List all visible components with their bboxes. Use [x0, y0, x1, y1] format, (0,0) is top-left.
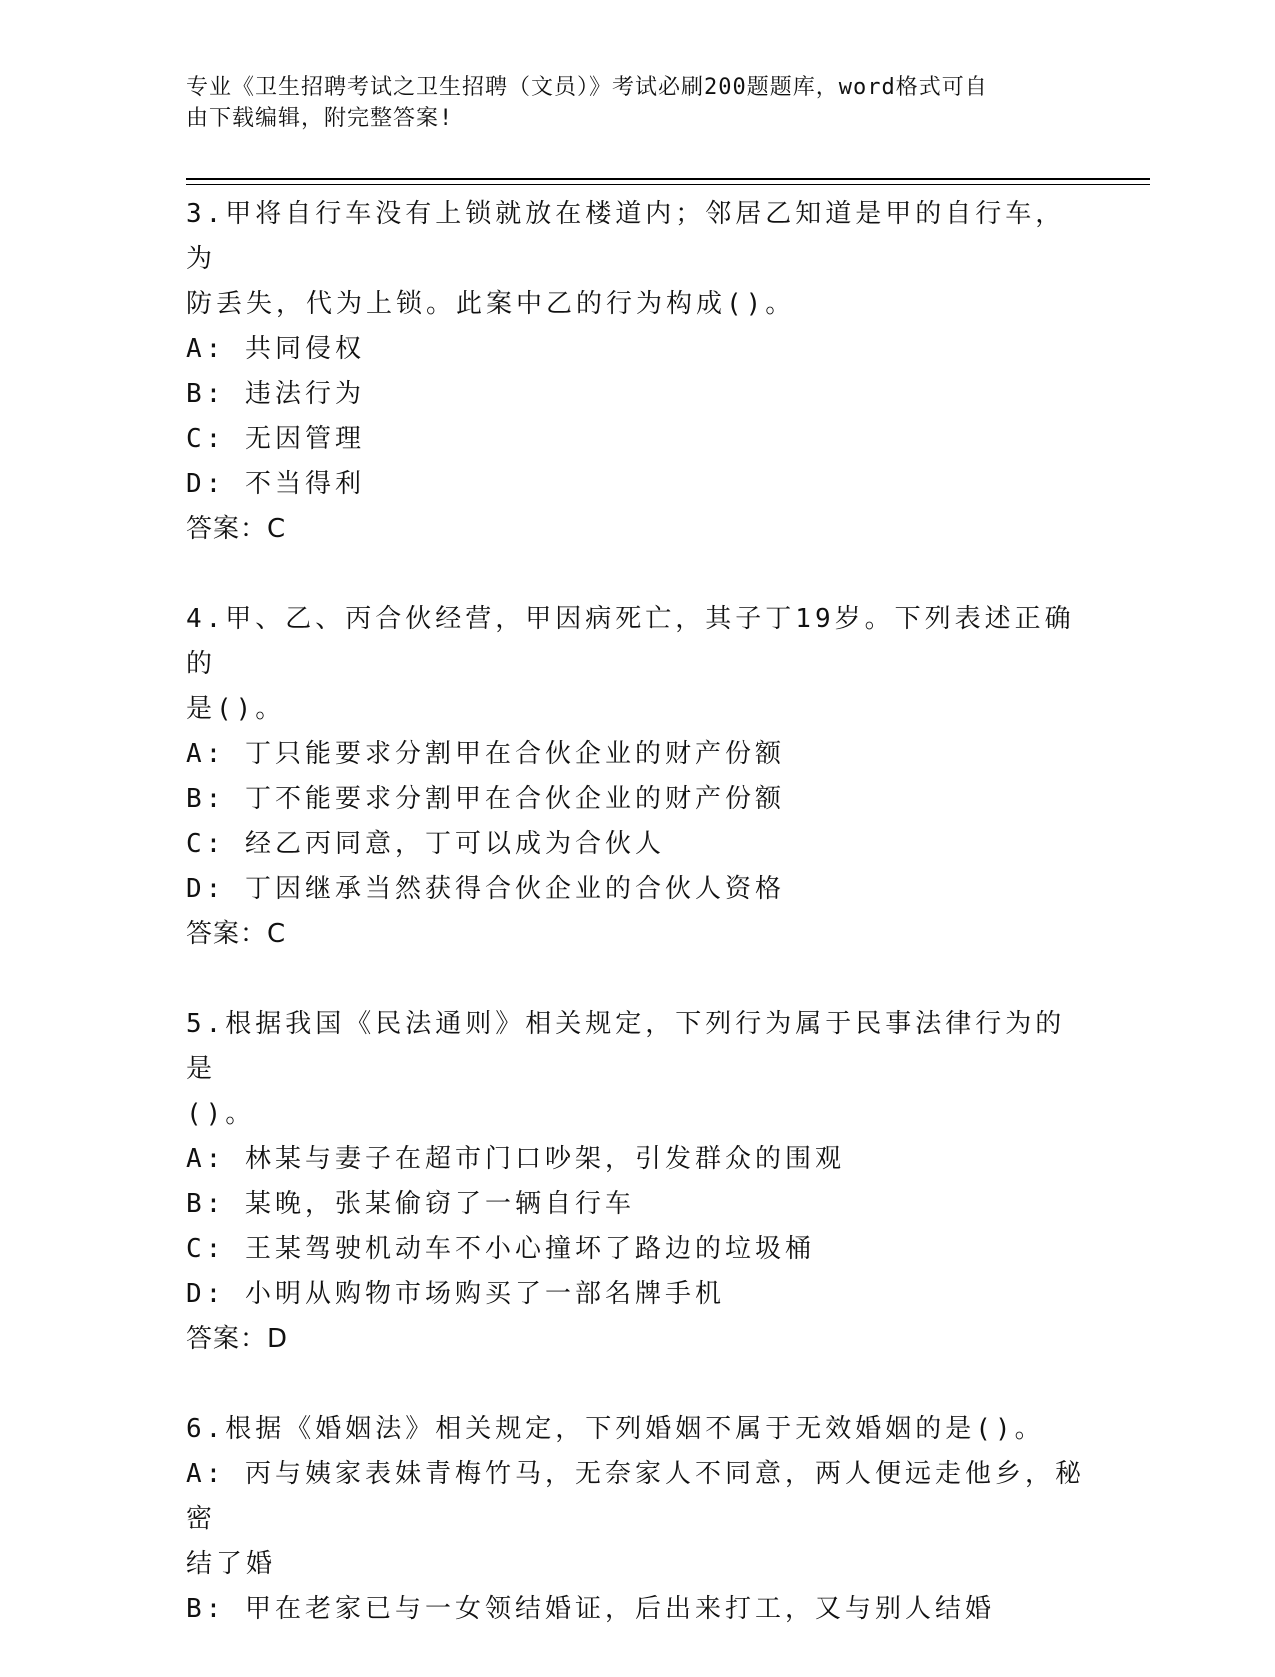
option-b: B: 某晚，张某偷窃了一辆自行车: [186, 1189, 635, 1219]
question-4: [186, 597, 1086, 957]
question-stem: 6.根据《婚姻法》相关规定，下列婚姻不属于无效婚姻的是()。: [186, 1414, 1045, 1444]
document-header: [186, 72, 1086, 134]
question-3: [186, 192, 1086, 552]
answer: 答案：D: [186, 1324, 289, 1354]
question-list: [186, 192, 1086, 1677]
option-b: B: 违法行为: [186, 379, 365, 409]
option-a: A: 共同侵权: [186, 334, 365, 364]
question-stem: 5.根据我国《民法通则》相关规定，下列行为属于民事法律行为的是: [186, 1009, 1066, 1084]
question-stem: 防丢失，代为上锁。此案中乙的行为构成()。: [186, 289, 796, 319]
option-c: C: 王某驾驶机动车不小心撞坏了路边的垃圾桶: [186, 1234, 815, 1264]
header-line: 由下载编辑，附完整答案!: [186, 106, 454, 131]
option-a-continued: 结了婚: [186, 1549, 277, 1579]
answer: 答案：C: [186, 919, 287, 949]
option-d: D: 丁因继承当然获得合伙企业的合伙人资格: [186, 874, 785, 904]
question-stem: ()。: [186, 1099, 256, 1129]
header-line: 专业《卫生招聘考试之卫生招聘（文员）》考试必刷200题题库，word格式可自: [186, 75, 988, 100]
question-stem: 是()。: [186, 694, 286, 724]
option-a: A: 丙与姨家表妹青梅竹马，无奈家人不同意，两人便远走他乡，秘密: [186, 1459, 1085, 1534]
option-c: C: 经乙丙同意，丁可以成为合伙人: [186, 829, 665, 859]
option-a: A: 丁只能要求分割甲在合伙企业的财产份额: [186, 739, 785, 769]
option-a: A: 林某与妻子在超市门口吵架，引发群众的围观: [186, 1144, 845, 1174]
question-stem: 4.甲、乙、丙合伙经营，甲因病死亡，其子丁19岁。下列表述正确的: [186, 604, 1075, 679]
question-stem: 3.甲将自行车没有上锁就放在楼道内；邻居乙知道是甲的自行车，为: [186, 199, 1066, 274]
option-c: C: 无因管理: [186, 424, 365, 454]
option-b: B: 甲在老家已与一女领结婚证，后出来打工，又与别人结婚: [186, 1594, 995, 1624]
answer: 答案：C: [186, 514, 287, 544]
question-5: [186, 1002, 1086, 1362]
option-d: D: 不当得利: [186, 469, 365, 499]
option-b: B: 丁不能要求分割甲在合伙企业的财产份额: [186, 784, 785, 814]
question-6: [186, 1407, 1086, 1632]
option-d: D: 小明从购物市场购买了一部名牌手机: [186, 1279, 725, 1309]
header-divider: [186, 178, 1150, 180]
header-divider-thin: [186, 184, 1150, 185]
